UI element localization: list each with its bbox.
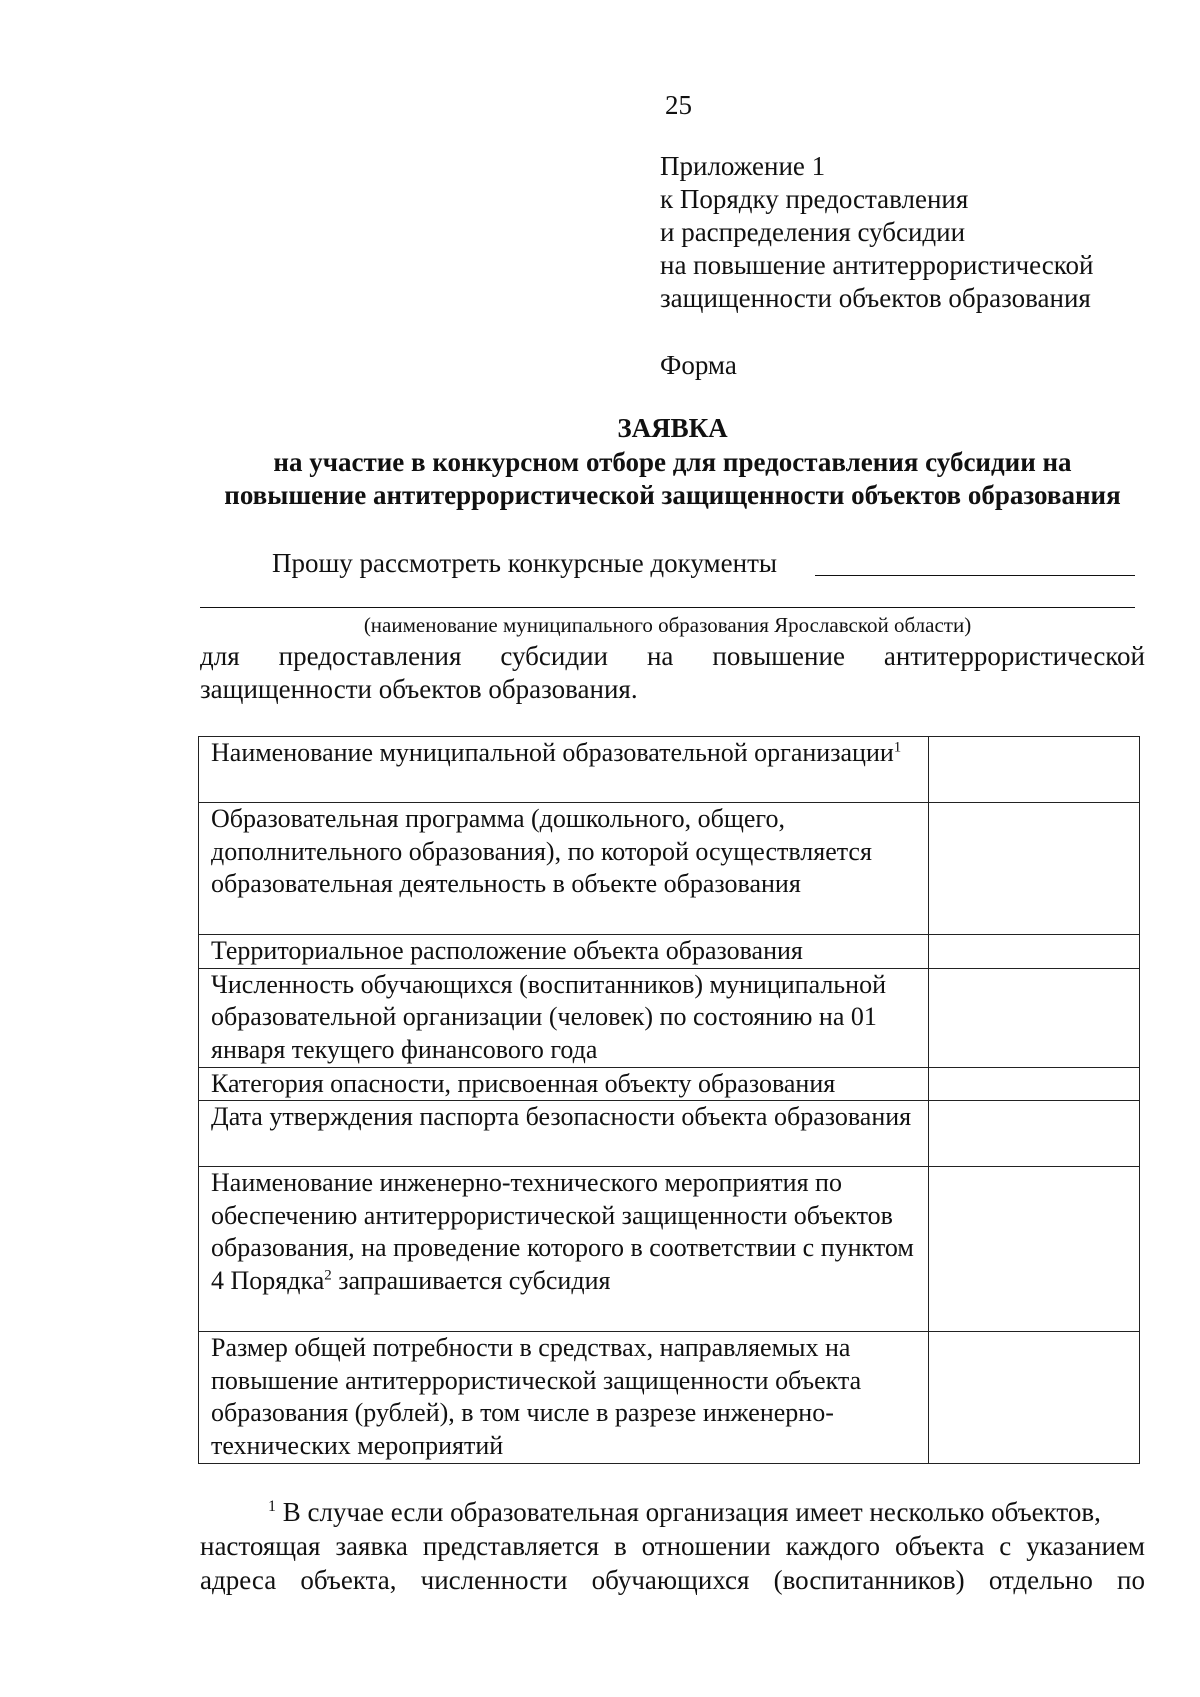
row-label-text: Наименование муниципальной образовательной организации	[211, 738, 894, 767]
request-text: Прошу рассмотреть конкурсные документы	[272, 548, 778, 578]
row-value-cell[interactable]	[929, 1101, 1140, 1167]
row-value-cell[interactable]	[929, 803, 1140, 935]
municipality-fill-line[interactable]	[815, 575, 1135, 576]
footnote-line-2: настоящая заявка представляется в отношении каждого объекта с указанием	[200, 1531, 1145, 1561]
row-label: Размер общей потребности в средствах, направляемых на повышение антитеррористической защищенности объекта образования (рублей), в том числе в разрезе инженерно-технических мероприятий	[199, 1332, 929, 1464]
page-number: 25	[665, 90, 692, 120]
table-row	[199, 1101, 1140, 1167]
municipality-caption: (наименование муниципального образования Ярославской области)	[363, 613, 972, 637]
row-value-cell[interactable]	[929, 968, 1140, 1067]
document-subtitle-line-1: на участие в конкурсном отборе для предоставления субсидии на	[273, 447, 1072, 477]
row-value-cell[interactable]	[929, 1332, 1140, 1464]
request-continuation-line-2: защищенности объектов образования.	[200, 674, 638, 704]
row-label-text: Наименование инженерно-технического мероприятия по обеспечению антитеррористической защищенности объектов образования, на проведение которого в соответствии с пунктом 4 Порядка	[211, 1168, 914, 1295]
table-row	[199, 1332, 1140, 1464]
appendix-line: и распределения субсидии	[660, 217, 966, 247]
appendix-header	[660, 150, 1094, 315]
row-label: Образовательная программа (дошкольного, общего, дополнительного образования), по которой осуществляется образовательная деятельность в объекте образования	[199, 803, 929, 935]
table-row	[199, 737, 1140, 803]
row-label	[199, 737, 929, 803]
request-continuation-line-1: для предоставления субсидии на повышение антитеррористической	[200, 641, 1145, 671]
row-value-cell[interactable]	[929, 935, 1140, 969]
row-label-text: запрашивается субсидия	[331, 1265, 611, 1295]
row-value-cell[interactable]	[929, 1167, 1140, 1332]
form-label: Форма	[660, 350, 737, 380]
document-title: ЗАЯВКА	[617, 413, 728, 443]
table-row	[199, 1067, 1140, 1101]
row-value-cell[interactable]	[929, 737, 1140, 803]
footnote	[200, 1495, 1145, 1597]
table-row	[199, 1167, 1140, 1332]
row-label: Категория опасности, присвоенная объекту образования	[199, 1067, 929, 1101]
footnote-ref: 2	[324, 1266, 332, 1283]
row-label: Численность обучающихся (воспитанников) муниципальной образовательной организации (человек) по состоянию на 01 января текущего финансового года	[199, 968, 929, 1067]
appendix-line: к Порядку предоставления	[660, 184, 969, 214]
document-subtitle-line-2: повышение антитеррористической защищенности объектов образования	[224, 480, 1121, 510]
appendix-line: защищенности объектов образования	[660, 283, 1091, 313]
footnote-ref: 1	[893, 739, 902, 756]
appendix-line: Приложение 1	[660, 151, 826, 181]
row-label	[199, 1167, 929, 1332]
row-label: Территориальное расположение объекта образования	[199, 935, 929, 969]
municipality-fill-line-full[interactable]	[200, 607, 1135, 608]
row-value-cell[interactable]	[929, 1067, 1140, 1101]
footnote-line-3: адреса объекта, численности обучающихся (воспитанников) отдельно по	[200, 1565, 1145, 1595]
application-table	[198, 736, 1140, 1464]
appendix-line: на повышение антитеррористической	[660, 250, 1094, 280]
table-row	[199, 935, 1140, 969]
footnote-line-1	[200, 1495, 1145, 1529]
row-label: Дата утверждения паспорта безопасности объекта образования	[199, 1101, 929, 1167]
table-row	[199, 803, 1140, 935]
table-row	[199, 968, 1140, 1067]
request-continuation	[200, 640, 1145, 706]
footnote-marker: 1	[268, 1498, 276, 1515]
footnote-text: В случае если образовательная организация имеет несколько объектов,	[276, 1497, 1101, 1527]
